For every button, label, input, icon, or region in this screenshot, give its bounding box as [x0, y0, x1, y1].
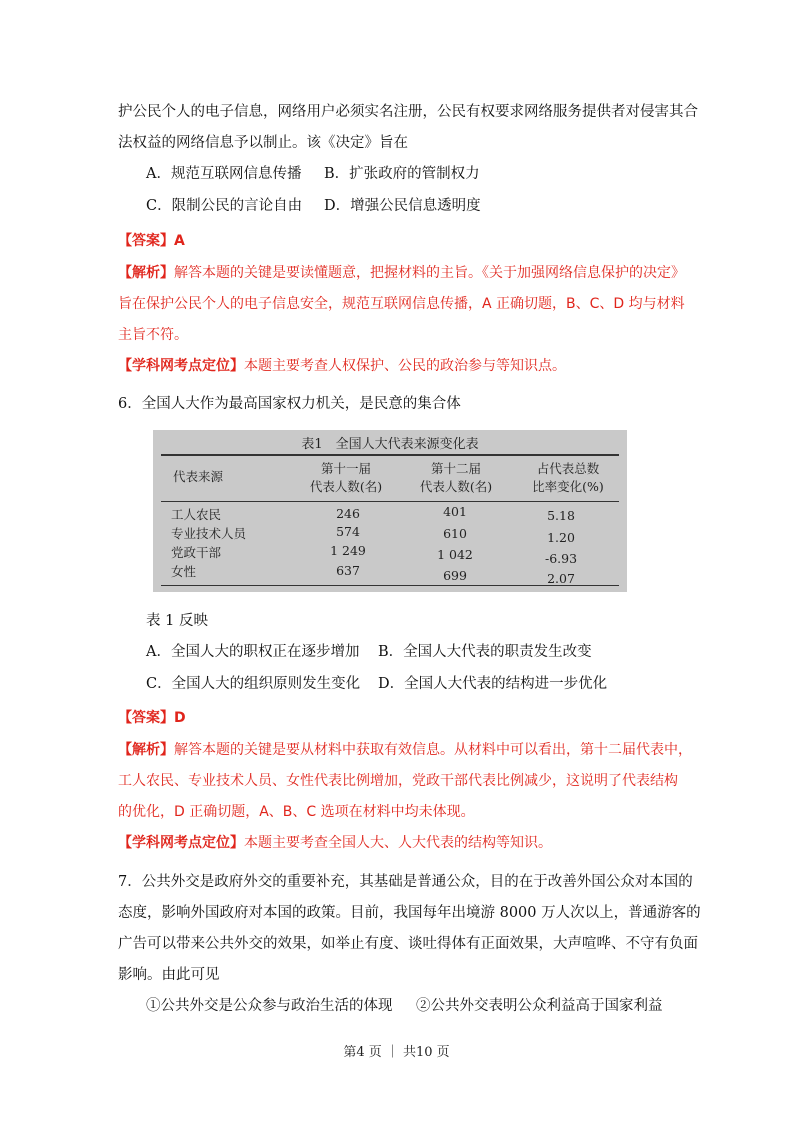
q5-options-row2	[146, 196, 481, 216]
q7-stem: 广告可以带来公共外交的效果，如举止有度、谈吐得体有正面效果，大声喧哗、不守有负面	[118, 936, 698, 952]
table-cell: 401	[443, 504, 467, 519]
q6-options-row2	[146, 674, 607, 694]
table-cell: 1.20	[547, 530, 575, 545]
table-cell: 637	[336, 563, 360, 578]
q6-option-b: B．全国人大代表的职责发生改变	[378, 644, 592, 660]
table-header: 占代表总数 比率变化(%)	[532, 461, 604, 494]
q5-answer: 【答案】A	[118, 233, 185, 249]
q6-analysis: 【解析】解答本题的关键是要从材料中获取有效信息。从材料中可以看出，第十二届代表中，	[118, 742, 692, 758]
q7-stem: 7．公共外交是政府外交的重要补充，其基础是普通公众，目的在于改善外国公众对本国的	[118, 874, 693, 890]
q6-analysis-line: 工人农民、专业技术人员、女性代表比例增加，党政干部代表比例减少，这说明了代表结构	[118, 773, 678, 789]
table-cell: -6.93	[544, 551, 578, 566]
q6-point: 【学科网考点定位】本题主要考查全国人大、人大代表的结构等知识。	[118, 835, 552, 851]
q6-caption: 表 1 反映	[146, 613, 208, 629]
q6-option-c: C．全国人大的组织原则发生变化	[146, 676, 361, 692]
table-cell: 专业技术人员	[171, 526, 247, 541]
q7-stem: 态度，影响外国政府对本国的政策。目前，我国每年出境游 8000 万人次以上，普通游客的	[118, 905, 701, 921]
table-cell: 699	[443, 568, 467, 583]
page-footer: 第4 页 ｜ 共10 页	[343, 1045, 450, 1060]
q5-option-c: C．限制公民的言论自由	[146, 198, 303, 214]
q6-option-a: A．全国人大的职权正在逐步增加	[146, 644, 360, 660]
table-header: 第十二届 代表人数(名)	[419, 461, 493, 494]
table-cell: 党政干部	[171, 545, 222, 560]
q5-option-b: B．扩张政府的管制权力	[324, 166, 480, 182]
table-cell: 246	[336, 506, 360, 521]
q5-analysis: 【解析】解答本题的关键是要读懂题意，把握材料的主旨。《关于加强网络信息保护的决定》	[118, 265, 685, 281]
table-header: 第十一届 代表人数(名)	[309, 461, 383, 494]
q6-options-row1	[146, 642, 592, 662]
text-line: 护公民个人的电子信息，网络用户必须实名注册，公民有权要求网络服务提供者对侵害其合	[118, 104, 698, 120]
table-cell: 574	[336, 524, 360, 539]
q5-option-d: D．增强公民信息透明度	[324, 198, 481, 214]
q7-option-1: ①公共外交是公众参与政治生活的体现	[146, 998, 393, 1014]
q5-option-a: A．规范互联网信息传播	[146, 166, 302, 182]
table-cell: 工人农民	[171, 507, 222, 522]
q6-analysis-line: 的优化，D 正确切题，A、B、C 选项在材料中均未体现。	[118, 804, 475, 820]
q7-option-2: ②公共外交表明公众利益高于国家利益	[416, 998, 663, 1014]
table-title: 表1 全国人大代表来源变化表	[301, 437, 479, 452]
table-cell: 1 042	[437, 547, 473, 562]
q6-answer: 【答案】D	[118, 710, 186, 726]
q6-option-d: D．全国人大代表的结构进一步优化	[378, 676, 608, 692]
q5-analysis-line: 主旨不符。	[118, 327, 188, 343]
q6-stem: 6．全国人大作为最高国家权力机关，是民意的集合体	[118, 396, 461, 412]
q5-point: 【学科网考点定位】本题主要考查人权保护、公民的政治参与等知识点。	[118, 358, 566, 374]
q7-stem: 影响。由此可见	[118, 967, 220, 983]
table-cell: 610	[443, 526, 467, 541]
table-cell: 2.07	[547, 571, 575, 586]
q6-table-image	[153, 430, 627, 592]
table-cell: 1 249	[330, 543, 366, 558]
q5-options-row1	[146, 164, 480, 184]
table-header: 代表来源	[173, 469, 224, 484]
q5-analysis-line: 旨在保护公民个人的电子信息安全，规范互联网信息传播，A 正确切题，B、C、D 均与材料	[118, 296, 685, 312]
q7-options-row1	[146, 996, 663, 1016]
table-cell: 5.18	[547, 508, 575, 523]
table-cell: 女性	[171, 564, 197, 579]
text-line: 法权益的网络信息予以制止。该《决定》旨在	[118, 135, 408, 151]
